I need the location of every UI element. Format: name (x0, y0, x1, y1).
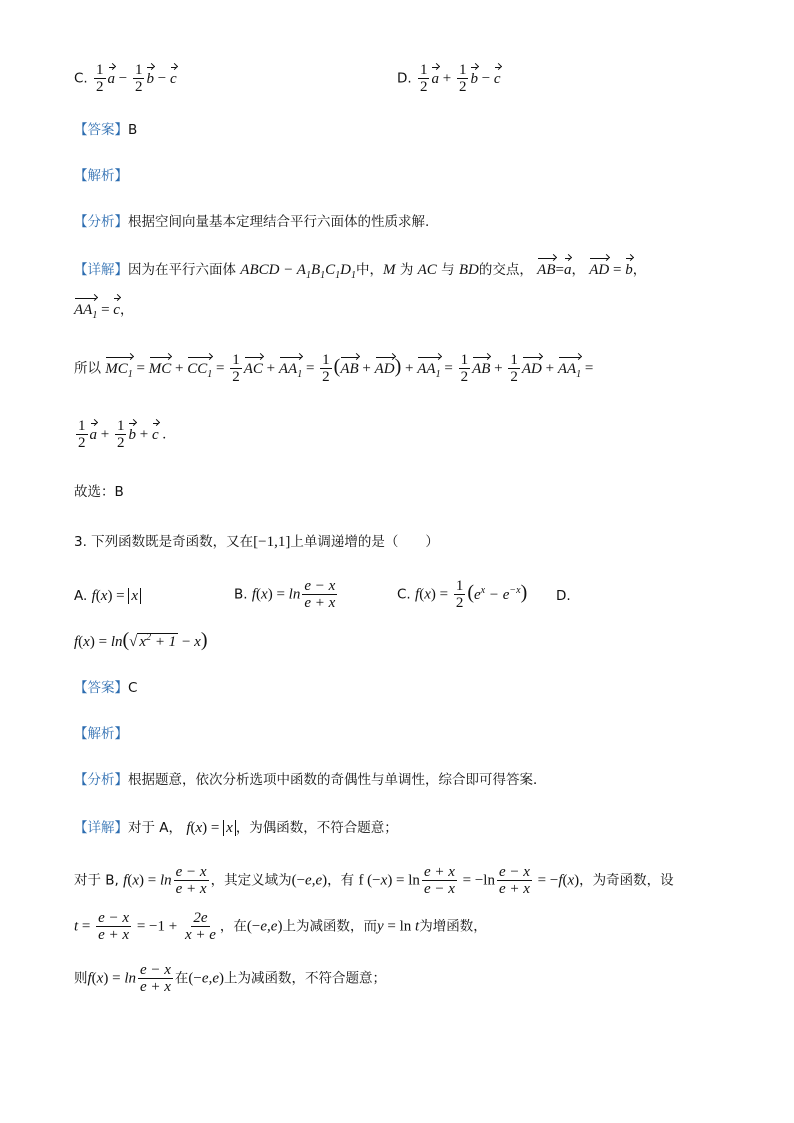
text: 故选：B (74, 484, 124, 500)
option-label: B. (234, 586, 248, 603)
fraction: $\frac{1}{2}$ (458, 62, 467, 95)
option-label: D. (397, 70, 412, 87)
text: 中， (356, 262, 384, 278)
option-label: C. (397, 586, 411, 603)
analysis-tag: 【解析】 (74, 726, 128, 742)
fenxi-tag: 【分析】 (74, 772, 128, 788)
fraction: $\frac{e + x}{e - x}$ (423, 864, 455, 897)
text: 为增函数， (419, 918, 487, 935)
q3-option-d: f(x) = ln(√ $x^2 + 1 - x$) (74, 629, 208, 651)
q3-option-a: A. f(x) = x (74, 586, 141, 606)
q2-fenxi (74, 212, 429, 232)
text: ，为奇函数，设 (579, 872, 674, 889)
text: 在 (174, 970, 189, 987)
fraction: $\frac{2e}{x + e}$ (184, 910, 216, 943)
fraction: $\frac{e - x}{e + x}$ (498, 864, 530, 897)
q2-xiangjie: 【详解】因为在平行六面体 ABCD − $A_1B_1C_1D_1$中，M 为 AC 与 BD的交点， AB=a， AD = b， (74, 262, 647, 281)
fenxi-text: 根据题意，依次分析选项中函数的奇偶性与单调性，综合即可得答案． (128, 772, 547, 788)
text: 则 (74, 970, 88, 987)
q2-result: $\frac{1}{2}$ a + $\frac{1}{2}$ b + c . (78, 418, 167, 451)
answer-tag: 【答案】 (74, 680, 128, 696)
text: 为 (399, 262, 414, 278)
answer-value: C (128, 680, 138, 696)
option-d-prev: D. $\frac{1}{2}$ a + $\frac{1}{2}$ b − c (397, 62, 501, 95)
xiangjie-tag: 【详解】 (74, 820, 128, 836)
fraction: $\frac{1}{2}$ (419, 62, 428, 95)
fraction: $\frac{1}{2}$ (322, 352, 330, 385)
q2-answer (74, 120, 137, 140)
text: 的交点， (478, 262, 533, 278)
text: 3. 下列函数既是奇函数，又在 (74, 534, 254, 550)
text: 对于 B, (74, 872, 119, 889)
fraction: $\frac{1}{2}$ (232, 352, 240, 385)
xiangjie-tag: 【详解】 (74, 262, 128, 278)
fraction: $\frac{1}{2}$ (460, 352, 469, 385)
fenxi-tag: 【分析】 (74, 214, 128, 230)
q3-detail-c: 则f(x) = ln $\frac{e - x}{e + x}$ 在(−e,e)上为减函数，不符合题意； (74, 962, 386, 995)
fraction: $\frac{1}{2}$ (78, 418, 86, 451)
q3-detail-t: t = $\frac{e - x}{e + x}$ = −1 + $\frac{2e}{x + e}$ ，在(−e,e)上为减函数，而y = ln t为增函数， (74, 910, 487, 943)
fraction: $\frac{1}{2}$ (116, 418, 125, 451)
q3-answer (74, 678, 137, 698)
q3-detail-b: 对于 B, f(x) = ln $\frac{e - x}{e + x}$ ，其定义域为(−e,e)，有 f (−x) = ln $\frac{e + x}{e - x}$ = −ln $\frac{e - x}{e + x}$ = −f(x)，为奇函数，设 (74, 864, 674, 897)
option-label: C. (74, 70, 88, 87)
interval: [−1,1] (253, 534, 291, 550)
q3-option-b: B. f(x) = ln $\frac{e - x}{e + x}$ (234, 578, 336, 611)
text: 上为减函数，而 (282, 918, 377, 935)
answer-tag: 【答案】 (74, 122, 128, 138)
q2-xiangjie-cont: $AA_1 = c$， (74, 300, 133, 326)
q3-option-d-label (556, 586, 571, 606)
fraction: $\frac{e - x}{e + x}$ (304, 578, 336, 611)
text: 上为减函数，不符合题意； (223, 970, 386, 987)
answer-value: B (128, 122, 138, 138)
fraction: $\frac{1}{2}$ (455, 578, 464, 611)
text: ，在 (219, 918, 247, 935)
q2-analysis-heading (74, 166, 128, 186)
option-c-prev: C. $\frac{1}{2}$ a − $\frac{1}{2}$ b − c (74, 62, 177, 95)
text: 与 (441, 262, 455, 278)
fraction: $\frac{e - x}{e + x}$ (139, 962, 171, 995)
q3-analysis-heading (74, 724, 128, 744)
option-label: D. (556, 588, 571, 604)
q3-option-c: C. f(x) = $\frac{1}{2}$ $(e^x - e^{-x})$ (397, 578, 528, 611)
text: 上单调递增的是（ ） (290, 534, 439, 550)
text: 对于 A， (128, 820, 183, 836)
text: 因为在平行六面体 (128, 262, 236, 278)
q3-detail-a: 【详解】对于 A， f(x) = x ，为偶函数，不符合题意； (74, 820, 398, 836)
fenxi-text: 根据空间向量基本定理结合平行六面体的性质求解. (128, 214, 430, 230)
fraction: $\frac{1}{2}$ (510, 352, 518, 385)
fraction: $\frac{e - x}{e + x}$ (175, 864, 207, 897)
fraction: $\frac{1}{2}$ (96, 62, 104, 95)
fraction: $\frac{e - x}{e + x}$ (98, 910, 130, 943)
q3-fenxi (74, 770, 547, 790)
analysis-tag: 【解析】 (74, 168, 128, 184)
q2-choose (74, 482, 124, 502)
text: ，为偶函数，不符合题意； (235, 820, 398, 836)
q2-derivation: 所以 $MC_1$ = MC + $CC_1$ = $\frac{1}{2}$ AC + $AA_1$ = $\frac{1}{2}$ $(AB + AD) + AA_1$ = $\frac{1}{2}$ AB + $\frac{1}{2}$ AD + $AA_1$ = (74, 352, 594, 385)
text: 所以 (74, 360, 101, 377)
option-label: A. (74, 588, 88, 604)
fraction: $\frac{1}{2}$ (134, 62, 143, 95)
q3-stem (74, 532, 439, 552)
text: ，有 (327, 872, 355, 889)
text: ，其定义域为 (210, 872, 292, 889)
